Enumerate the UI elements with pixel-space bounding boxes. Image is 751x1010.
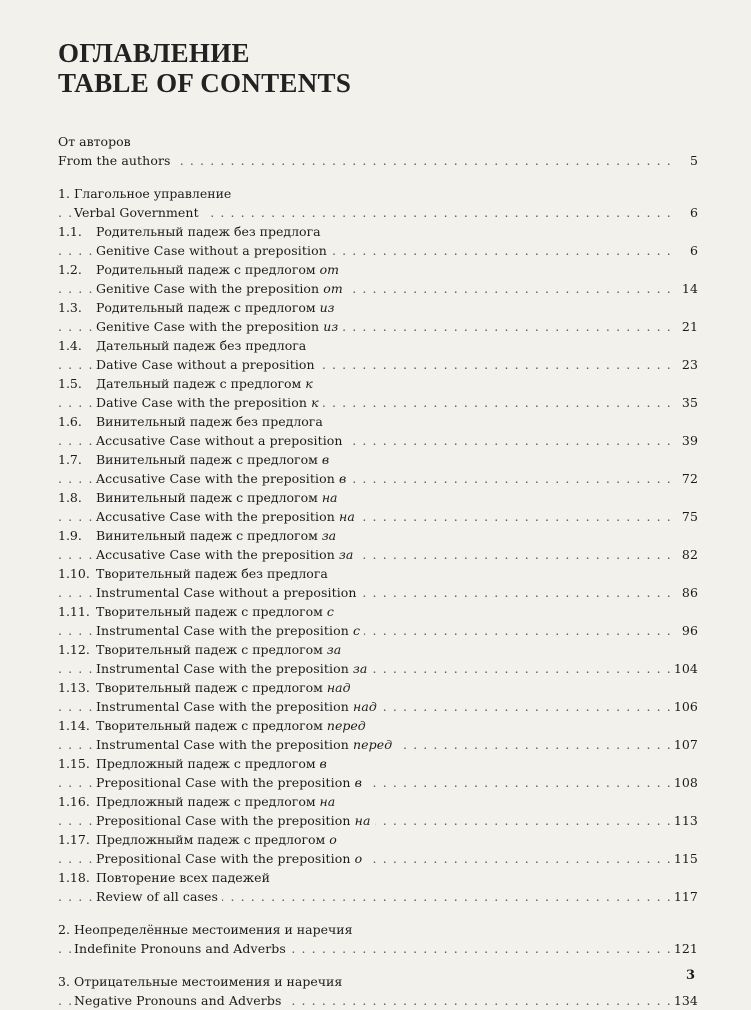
toc-entry-ru-body: [58, 756, 327, 771]
toc-entry-number: 1.9.: [58, 528, 82, 543]
section-gap: [58, 958, 698, 972]
toc-entry-ru-preposition: о: [329, 832, 337, 847]
toc-entry-en-preposition: в: [338, 471, 347, 486]
toc-entry-ru-line: [58, 412, 698, 431]
toc-entry-ru-preposition: на: [319, 794, 336, 809]
toc-entry-page: 39: [679, 431, 698, 450]
toc-entry-en-text: Prepositional Case with the preposition: [96, 813, 351, 828]
toc-entry-en-line: [58, 469, 698, 488]
toc-entry-en-text: Instrumental Case with the preposition: [96, 661, 349, 676]
toc-entry-ru-text: Творительный падеж с предлогом: [96, 718, 323, 733]
toc-entry-en-line: [58, 241, 698, 260]
toc-entry[interactable]: [58, 222, 698, 260]
toc-entry-number: 2.: [58, 922, 70, 937]
toc-entry[interactable]: [58, 450, 698, 488]
toc-entry-ru-body: [58, 642, 341, 657]
toc-entry-page: 23: [679, 355, 698, 374]
toc-entry-ru-text: От авторов: [58, 134, 131, 149]
toc-entry-page: 113: [671, 811, 698, 830]
toc-entry-number: 1.5.: [58, 376, 82, 391]
toc-entry[interactable]: [58, 412, 698, 450]
toc-entry-en-preposition: о: [354, 851, 363, 866]
toc-entry-ru-body: [58, 718, 366, 733]
toc-entry-en-line: [58, 431, 698, 450]
toc-entry-page: 6: [687, 203, 698, 222]
toc-entry-number: 1.6.: [58, 414, 82, 429]
toc-entry-page: 21: [679, 317, 698, 336]
toc-entry-number: 1.18.: [58, 870, 90, 885]
toc-entry-en-body: [96, 889, 222, 904]
toc-entry-en-text: Instrumental Case with the preposition: [96, 737, 349, 752]
toc-entry-en-body: [96, 433, 347, 448]
toc-entry-number: 3.: [58, 974, 70, 989]
toc-entry-en-body: [74, 993, 285, 1008]
toc-entry-page: 117: [671, 887, 698, 906]
toc-entry-ru-body: [58, 134, 131, 149]
toc-entry-ru-preposition: из: [319, 300, 335, 315]
toc-entry-en-preposition: за: [338, 547, 354, 562]
toc-entry-ru-line: [58, 260, 698, 279]
toc-entry-en-line: [58, 545, 698, 564]
toc-entry-number: 1.17.: [58, 832, 90, 847]
toc-entry-ru-body: [58, 974, 342, 989]
toc-entry-en-text: Negative Pronouns and Adverbs: [74, 993, 282, 1008]
toc-entry-ru-body: [58, 186, 231, 201]
toc-entry-en-text: Genitive Case without a preposition: [96, 243, 327, 258]
toc-entry[interactable]: [58, 132, 698, 170]
toc-entry-ru-body: [58, 262, 339, 277]
toc-entry-en-preposition: на: [354, 813, 371, 828]
toc-entry-en-line: [58, 887, 698, 906]
toc-entry-number: 1.8.: [58, 490, 82, 505]
toc-entry-ru-body: [58, 414, 323, 429]
toc-entry-ru-line: [58, 602, 698, 621]
toc-entry-en-body: [96, 471, 350, 486]
toc-entry[interactable]: [58, 830, 698, 868]
toc-entry-ru-preposition: за: [321, 528, 337, 543]
toc-entry-en-text: Genitive Case with the preposition: [96, 281, 320, 296]
toc-entry-en-line: [58, 939, 698, 958]
toc-entry-ru-body: [58, 376, 313, 391]
toc-entry-ru-line: [58, 564, 698, 583]
title-ru: ОГЛАВЛЕНИЕ: [58, 38, 250, 68]
toc-entry-en-line: [58, 317, 698, 336]
toc-entry-en-body: [96, 737, 396, 752]
toc-entry-en-line: [58, 735, 698, 754]
toc-entry[interactable]: [58, 298, 698, 336]
toc-entry-en-preposition: к: [311, 395, 319, 410]
toc-entry-en-line: [58, 203, 698, 222]
toc-entry-page: 86: [679, 583, 698, 602]
toc-entry-ru-line: [58, 830, 698, 849]
toc-entry-ru-body: [58, 452, 329, 467]
toc-entry-number: 1.: [58, 186, 70, 201]
toc-entry-ru-text: Глагольное управление: [74, 186, 232, 201]
toc-entry[interactable]: [58, 678, 698, 716]
toc-entry-page: 115: [671, 849, 698, 868]
toc-entry-ru-text: Творительный падеж с предлогом: [96, 604, 323, 619]
toc-entry-ru-line: [58, 132, 698, 151]
toc-entry[interactable]: [58, 640, 698, 678]
toc-entry-ru-line: [58, 450, 698, 469]
page-number: 3: [685, 968, 695, 983]
toc-entry-en-body: [74, 205, 203, 220]
toc-entry-en-body: [96, 281, 347, 296]
toc-entry-en-text: Instrumental Case with the preposition: [96, 623, 349, 638]
toc-entry-ru-line: [58, 716, 698, 735]
toc-entry-en-text: Review of all cases: [96, 889, 219, 904]
toc-entry-number: 1.12.: [58, 642, 90, 657]
toc-entry-en-text: Accusative Case with the preposition: [96, 509, 335, 524]
page-title: [58, 38, 351, 98]
toc-entry[interactable]: [58, 754, 698, 792]
toc-entry-en-line: [58, 849, 698, 868]
toc-entry-page: 72: [679, 469, 698, 488]
toc-entry-en-text: Prepositional Case with the preposition: [96, 775, 351, 790]
toc-entry-en-text: Dative Case with the preposition: [96, 395, 308, 410]
toc-entry-en-line: [58, 991, 698, 1010]
toc-entry-number: 1.14.: [58, 718, 90, 733]
toc-entry-en-preposition: от: [323, 281, 343, 296]
toc-entry-ru-text: Предложный падеж с предлогом: [96, 794, 316, 809]
toc-entry-ru-line: [58, 640, 698, 659]
toc-entry-ru-preposition: в: [319, 756, 327, 771]
toc-entry[interactable]: [58, 374, 698, 412]
toc-entry-number: 1.2.: [58, 262, 82, 277]
toc-entry[interactable]: [58, 526, 698, 564]
toc-entry-en-text: Accusative Case with the preposition: [96, 547, 335, 562]
toc-entry-ru-preposition: с: [326, 604, 334, 619]
toc-entry-en-body: [96, 319, 342, 334]
toc-entry[interactable]: [58, 920, 698, 958]
toc-entry-ru-line: [58, 298, 698, 317]
toc-entry-number: 1.3.: [58, 300, 82, 315]
toc-entry-ru-text: Предложныйм падеж с предлогом: [96, 832, 326, 847]
toc-entry-ru-text: Творительный падеж с предлогом: [96, 680, 323, 695]
toc-entry-ru-body: [58, 490, 338, 505]
toc-entry-number: 1.16.: [58, 794, 90, 809]
toc-entry-ru-line: [58, 868, 698, 887]
toc-entry-ru-preposition: в: [321, 452, 330, 467]
toc-entry-en-body: [96, 775, 366, 790]
toc-entry-ru-line: [58, 222, 698, 241]
toc-entry-en-preposition: на: [338, 509, 355, 524]
toc-entry-page: 14: [679, 279, 698, 298]
toc-entry-ru-body: [58, 566, 328, 581]
toc-entry-ru-text: Дательный падеж без предлога: [96, 338, 307, 353]
toc-entry-en-text: Verbal Government: [74, 205, 199, 220]
toc-entry-ru-text: Винительный падеж без предлога: [96, 414, 323, 429]
toc-entry-ru-text: Дательный падеж с предлогом: [96, 376, 302, 391]
toc-entry-ru-line: [58, 920, 698, 939]
toc-entry-en-text: From the authors: [58, 153, 171, 168]
toc-entry-ru-body: [58, 680, 351, 695]
toc-entry-page: 106: [671, 697, 698, 716]
toc-entry-ru-line: [58, 374, 698, 393]
toc-entry-ru-preposition: от: [319, 262, 339, 277]
section-gap: [58, 170, 698, 184]
toc-entry[interactable]: [58, 972, 698, 1010]
toc-entry-en-body: [96, 395, 323, 410]
toc-entry-en-body: [96, 509, 359, 524]
toc-entry-ru-preposition: на: [321, 490, 338, 505]
toc-entry-ru-line: [58, 678, 698, 697]
toc-entry-ru-line: [58, 336, 698, 355]
toc-entry-en-text: Indefinite Pronouns and Adverbs: [74, 941, 286, 956]
toc-entry-en-line: [58, 355, 698, 374]
toc-entry-ru-body: [58, 338, 306, 353]
toc-entry-ru-line: [58, 972, 698, 991]
section-gap: [58, 906, 698, 920]
toc-entry-en-preposition: за: [352, 661, 368, 676]
toc-entry-en-preposition: перед: [352, 737, 393, 752]
toc-entry-ru-text: Предложный падеж с предлогом: [96, 756, 316, 771]
toc-entry-ru-preposition: к: [305, 376, 313, 391]
toc-entry[interactable]: [58, 184, 698, 222]
toc-entry-ru-line: [58, 754, 698, 773]
toc-entry-en-line: [58, 811, 698, 830]
toc-entry-ru-line: [58, 792, 698, 811]
title-en: TABLE OF CONTENTS: [58, 68, 352, 98]
toc-entry-ru-text: Творительный падеж без предлога: [96, 566, 328, 581]
toc-entry-en-body: [58, 153, 175, 168]
toc-entry-en-body: [96, 585, 361, 600]
toc-entry-ru-text: Неопределённые местоимения и наречия: [74, 922, 353, 937]
toc-entry-ru-text: Повторение всех падежей: [96, 870, 270, 885]
toc-entry-ru-text: Винительный падеж с предлогом: [96, 528, 318, 543]
toc-entry-ru-text: Родительный падеж с предлогом: [96, 262, 316, 277]
toc-entry[interactable]: [58, 602, 698, 640]
toc-entry-en-line: [58, 507, 698, 526]
toc-entry-en-body: [96, 547, 357, 562]
toc-entry[interactable]: [58, 488, 698, 526]
toc-entry-ru-text: Винительный падеж с предлогом: [96, 490, 318, 505]
toc-entry-number: 1.10.: [58, 566, 90, 581]
toc-entry-en-text: Genitive Case with the preposition: [96, 319, 320, 334]
toc-entry-page: 75: [679, 507, 698, 526]
toc-entry-en-body: [96, 623, 364, 638]
toc-entry-ru-text: Творительный падеж с предлогом: [96, 642, 323, 657]
toc-entry-en-body: [96, 243, 331, 258]
toc-entry-en-body: [96, 851, 366, 866]
toc-entry-ru-body: [58, 832, 337, 847]
toc-entry-en-text: Dative Case without a preposition: [96, 357, 315, 372]
toc-entry-en-preposition: над: [352, 699, 377, 714]
toc-entry-ru-body: [58, 300, 334, 315]
toc-entry-en-body: [96, 813, 375, 828]
toc-entry-page: 6: [687, 241, 698, 260]
toc-entry-ru-line: [58, 184, 698, 203]
toc-entry-ru-body: [58, 794, 335, 809]
toc-entry[interactable]: [58, 260, 698, 298]
toc-entry-ru-text: Родительный падеж с предлогом: [96, 300, 316, 315]
toc-entry-number: 1.4.: [58, 338, 82, 353]
toc-entry-number: 1.11.: [58, 604, 90, 619]
toc-entry-ru-text: Родительный падеж без предлога: [96, 224, 321, 239]
toc-entry-ru-body: [58, 922, 352, 937]
toc-entry-number: 1.15.: [58, 756, 90, 771]
toc-entry-ru-body: [58, 224, 321, 239]
toc-entry-page: 121: [671, 939, 698, 958]
toc-entry-en-body: [96, 699, 381, 714]
toc-entry-page: 107: [671, 735, 698, 754]
toc-entry-en-body: [74, 941, 290, 956]
toc-entry-ru-body: [58, 604, 334, 619]
toc-entry-page: 134: [671, 991, 698, 1010]
toc-entry-en-preposition: с: [352, 623, 361, 638]
toc-entry-en-text: Instrumental Case without a preposition: [96, 585, 357, 600]
toc-entry-ru-body: [58, 528, 336, 543]
toc-entry-page: 104: [671, 659, 698, 678]
toc-entry[interactable]: [58, 792, 698, 830]
toc-entry-en-line: [58, 773, 698, 792]
toc-entry-number: 1.13.: [58, 680, 90, 695]
toc-entry-en-line: [58, 393, 698, 412]
toc-entry-number: 1.1.: [58, 224, 82, 239]
toc-entry-en-line: [58, 583, 698, 602]
toc-entry-number: 1.7.: [58, 452, 82, 467]
toc-entry-ru-preposition: перед: [326, 718, 366, 733]
toc-entry-ru-text: Винительный падеж с предлогом: [96, 452, 318, 467]
toc-entry[interactable]: [58, 868, 698, 906]
toc-entry-en-text: Prepositional Case with the preposition: [96, 851, 351, 866]
toc-entry-en-line: [58, 659, 698, 678]
toc-entry-page: 35: [679, 393, 698, 412]
toc-entry-page: 108: [671, 773, 698, 792]
toc-entry[interactable]: [58, 564, 698, 602]
toc-entry-page: 96: [679, 621, 698, 640]
toc-entry-en-preposition: в: [354, 775, 363, 790]
toc-entry-en-body: [96, 661, 371, 676]
toc-entry-ru-line: [58, 526, 698, 545]
toc-entry-en-line: [58, 279, 698, 298]
toc-entry-en-text: Instrumental Case with the preposition: [96, 699, 349, 714]
toc-entry-page: 82: [679, 545, 698, 564]
toc-entry-en-line: [58, 697, 698, 716]
toc-entry-en-preposition: из: [323, 319, 339, 334]
toc-entry-page: 5: [687, 151, 698, 170]
table-of-contents: [58, 132, 698, 1010]
toc-entry-ru-preposition: над: [326, 680, 351, 695]
toc-entry-en-text: Accusative Case with the preposition: [96, 471, 335, 486]
toc-entry[interactable]: [58, 716, 698, 754]
toc-entry-en-body: [96, 357, 319, 372]
toc-entry-ru-text: Отрицательные местоимения и наречия: [74, 974, 343, 989]
toc-entry-ru-line: [58, 488, 698, 507]
toc-entry[interactable]: [58, 336, 698, 374]
toc-entry-en-line: [58, 621, 698, 640]
toc-entry-en-text: Accusative Case without a preposition: [96, 433, 343, 448]
toc-entry-ru-preposition: за: [326, 642, 342, 657]
toc-entry-en-line: [58, 151, 698, 170]
